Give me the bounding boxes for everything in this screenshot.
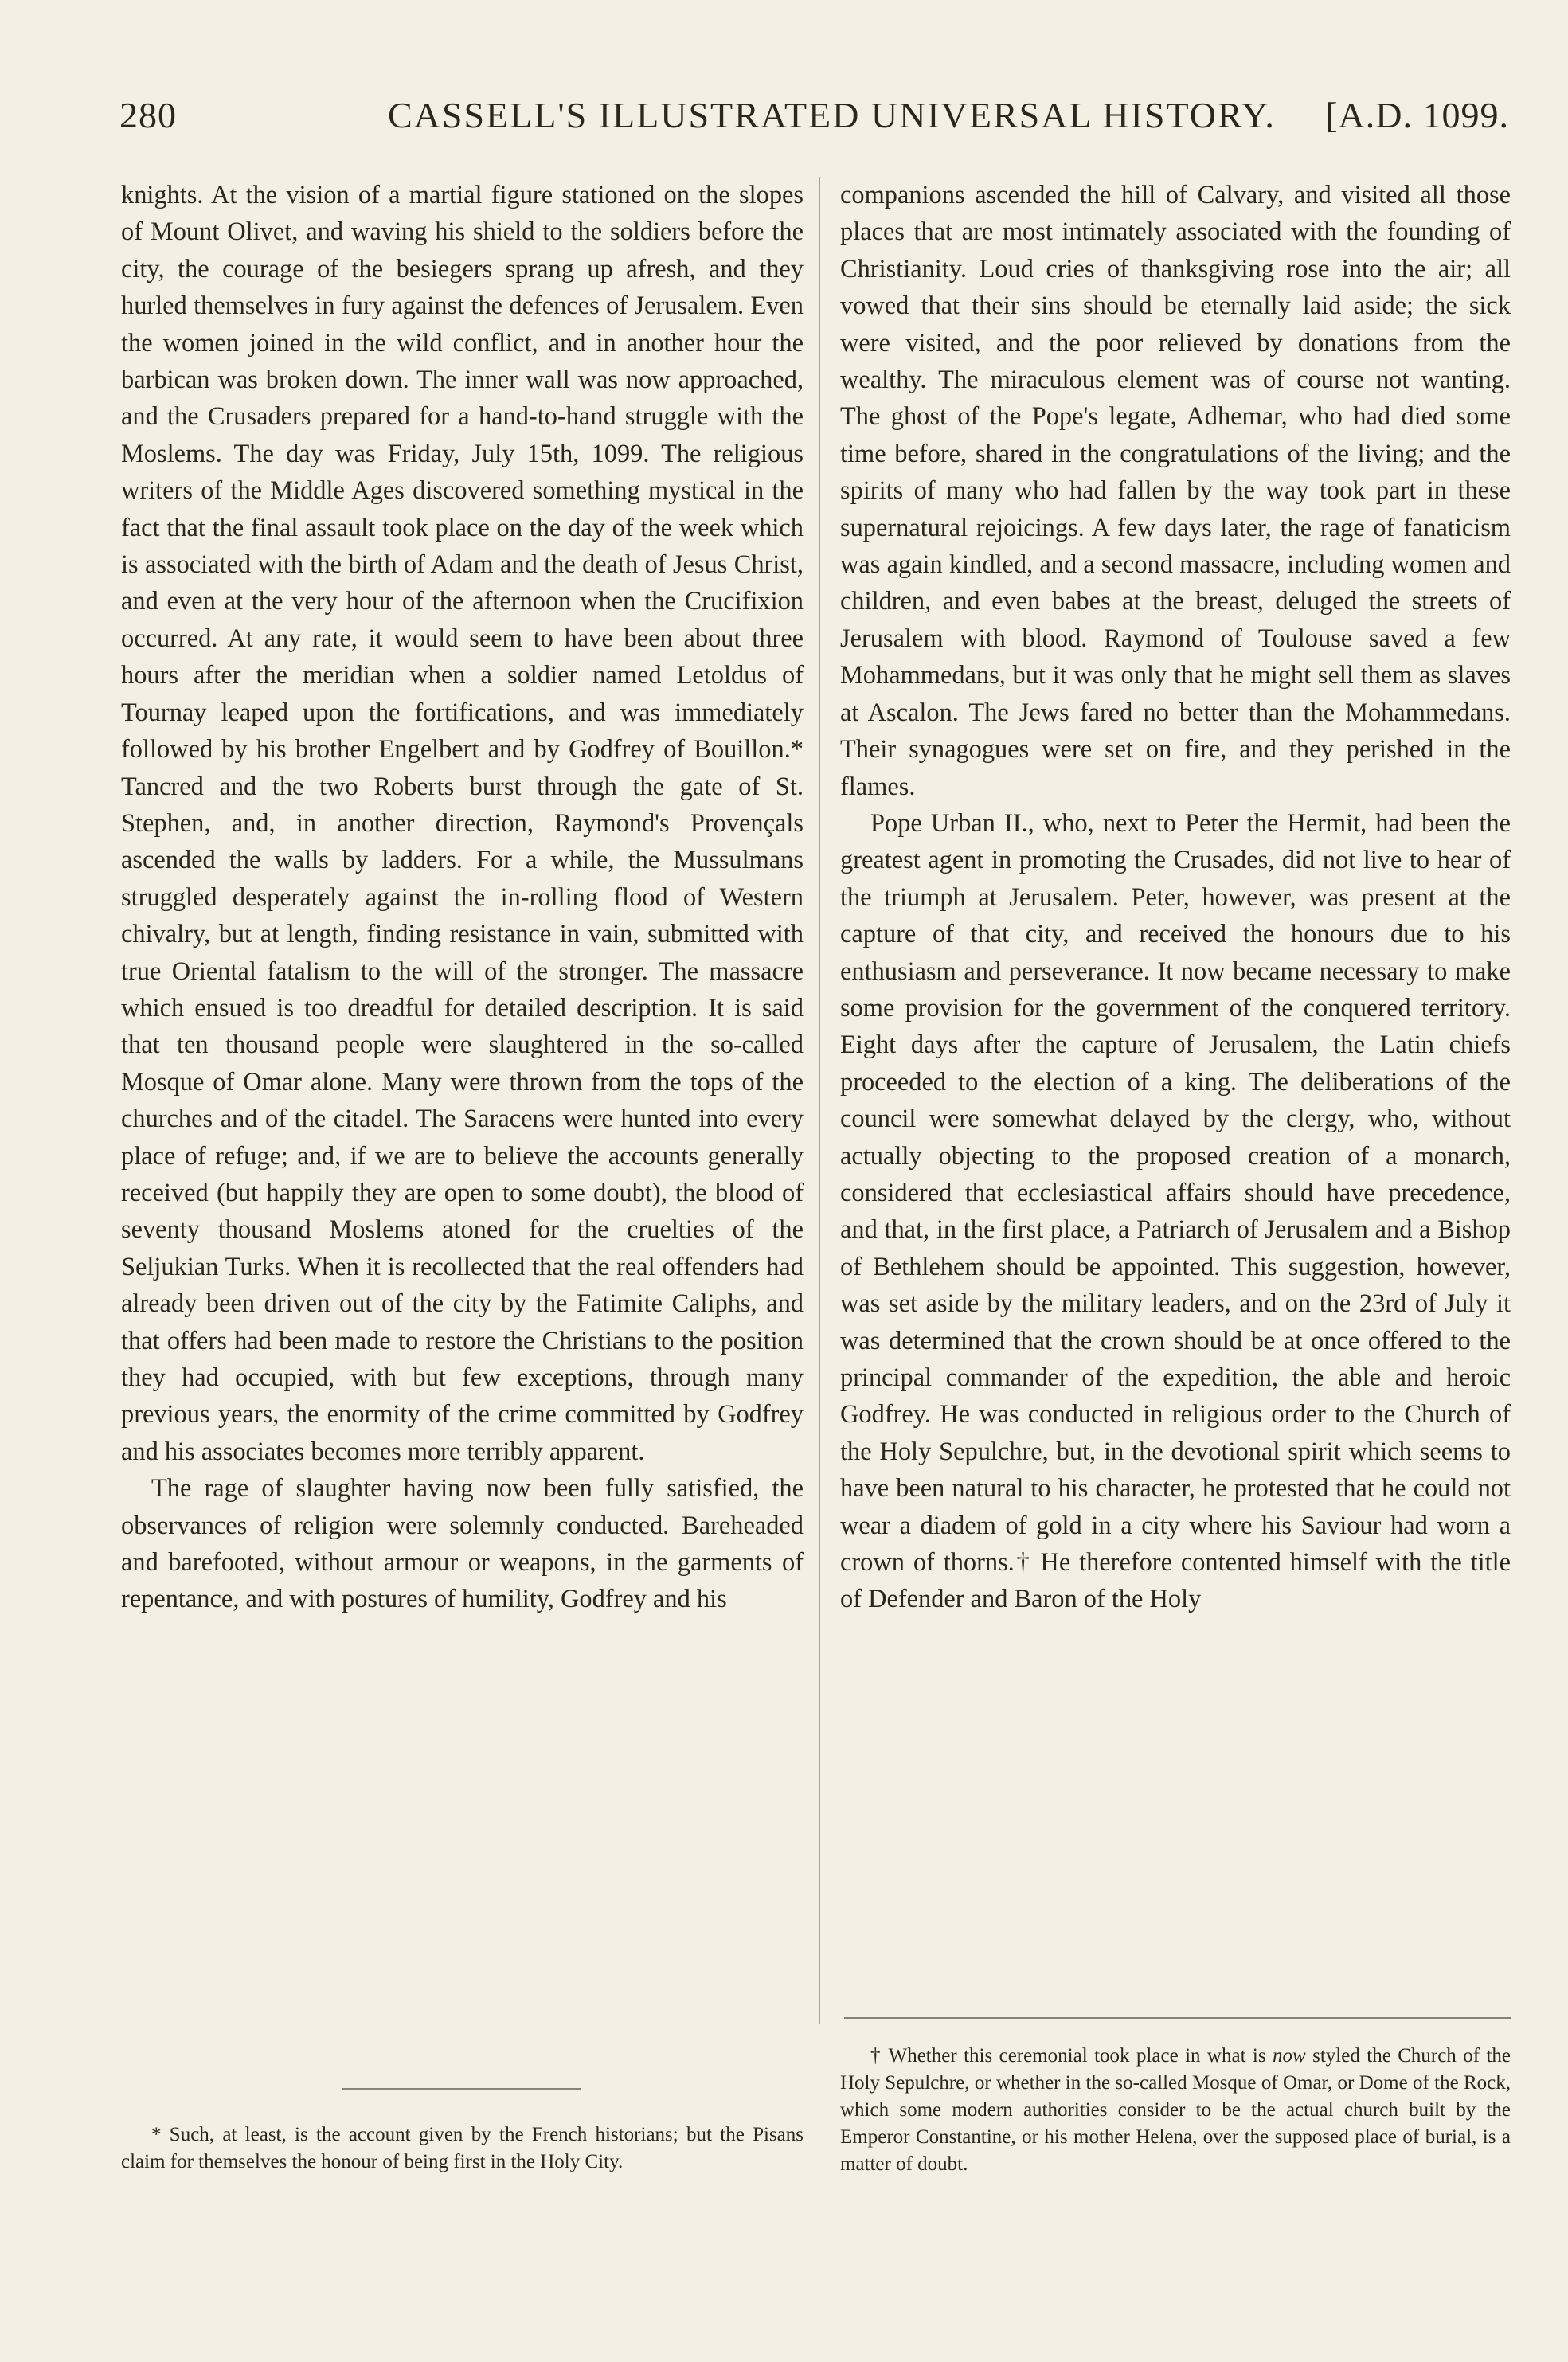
column-divider — [819, 177, 820, 2024]
footnote-right-text-1: † Whether this ceremonial took place in what is — [870, 2045, 1273, 2067]
footnote-right — [840, 2043, 1511, 2178]
left-column — [121, 177, 804, 1618]
left-paragraph-1: knights. At the vision of a martial figure stationed on the slopes of Mount Olivet, and waving his shield to the soldiers before the city, the courage of the besiegers sprang up afresh, and they hurled themselves in fury against the defences of Jerusalem. Even the women joined in the wild conflict, and in another hour the barbican was broken down. The inner wall was now approached, and the Crusaders prepared for a hand-to-hand struggle with the Moslems. The day was Friday, July 15th, 1099. The religious writers of the Middle Ages discovered something mystical in the fact that the final assault took place on the day of the week which is associated with the birth of Adam and the death of Jesus Christ, and even at the very hour of the afternoon when the Crucifixion occurred. At any rate, it would seem to have been about three hours after the meridian when a soldier named Letoldus of Tournay leaped upon the fortifications, and was immediately followed by his brother Engelbert and by Godfrey of Bouillon.* Tancred and the two Roberts burst through the gate of St. Stephen, and, in another direction, Raymond's Provençals ascended the walls by ladders. For a while, the Mussulmans struggled desperately against the in-rolling flood of Western chivalry, but at length, finding resistance in vain, submitted with true Oriental fatalism to the will of the stronger. The massacre which ensued is too dreadful for detailed description. It is said that ten thousand people were slaughtered in the so-called Mosque of Omar alone. Many were thrown from the tops of the churches and of the citadel. The Saracens were hunted into every place of refuge; and, if we are to believe the accounts generally received (but happily they are open to some doubt), the blood of seventy thousand Moslems atoned for the cruelties of the Seljukian Turks. When it is recollected that the real offenders had already been driven out of the city by the Fatimite Caliphs, and that offers had been made to restore the Christians to the position they had occupied, with but few exceptions, through many previous years, the enormity of the crime committed by Godfrey and his associates becomes more terribly apparent. — [121, 181, 804, 1466]
running-date: [A.D. 1099. — [1325, 95, 1509, 135]
running-title: CASSELL'S ILLUSTRATED UNIVERSAL HISTORY. — [388, 95, 1276, 135]
right-column — [840, 177, 1511, 1618]
right-paragraph-2: Pope Urban II., who, next to Peter the Hermit, had been the greatest agent in promoting the Crusades, did not live to hear of the triumph at Jerusalem. Peter, however, was present at the capture of that city, and received the honours due to his enthusiasm and perseverance. It now became necessary to make some provision for the government of the conquered territory. Eight days after the capture of Jerusalem, the Latin chiefs proceeded to the election of a king. The deliberations of the council were somewhat delayed by the clergy, who, without actually objecting to the proposed creation of a monarch, considered that ecclesiastical affairs should have precedence, and that, in the first place, a Patriarch of Jerusalem and a Bishop of Bethlehem should be appointed. This suggestion, however, was set aside by the military leaders, and on the 23rd of July it was determined that the crown should be at once offered to the principal commander of the expedition, the able and heroic Godfrey. He was conducted in religious order to the Church of the Holy Sepulchre, but, in the devotional spirit which seems to have been natural to his character, he protested that he could not wear a diadem of gold in a city where his Saviour had worn a crown of thorns.† He therefore contented himself with the title of Defender and Baron of the Holy — [840, 808, 1511, 1614]
right-paragraph-1: companions ascended the hill of Calvary, and visited all those places that are most intimately associated with the founding of Christianity. Loud cries of thanksgiving rose into the air; all vowed that their sins should be eternally laid aside; the sick were visited, and the poor relieved by donations from the wealthy. The miraculous element was of course not wanting. The ghost of the Pope's legate, Adhemar, who had died some time before, shared in the congratulations of the living; and the spirits of many who had fallen by the way took part in these supernatural rejoicings. A few days later, the rage of fanaticism was again kindled, and a second massacre, including women and children, and even babes at the breast, deluged the streets of Jerusalem with blood. Raymond of Toulouse saved a few Mohammedans, but it was only that he might sell them as slaves at Ascalon. The Jews fared no better than the Mohammedans. Their synagogues were set on fire, and they perished in the flames. — [840, 181, 1511, 801]
footnote-rule-right — [844, 2017, 1511, 2019]
footnote-right-text-2: styled the Church of the Holy Sepulchre, or whether in the so-called Mosque of Omar, or Dome of the Rock, which some modern authorities consider to be the actual church built by the Emperor Constantine, or his mother Helena, over the supposed place of burial, is a matter of doubt. — [840, 2045, 1511, 2175]
running-head — [119, 94, 1509, 142]
footnote-rule-left — [342, 2088, 581, 2090]
left-paragraph-2: The rage of slaughter having now been fully satisfied, the observances of religion were solemnly conducted. Bareheaded and barefooted, without armour or weapons, in the garments of repentance, and with postures of humility, Godfrey and his — [121, 1474, 804, 1614]
footnote-left: * Such, at least, is the account given by the French historians; but the Pisans claim for themselves the honour of being first in the Holy City. — [121, 2124, 804, 2172]
page-number: 280 — [119, 95, 177, 135]
footnote-right-emphasis: now — [1273, 2045, 1306, 2067]
